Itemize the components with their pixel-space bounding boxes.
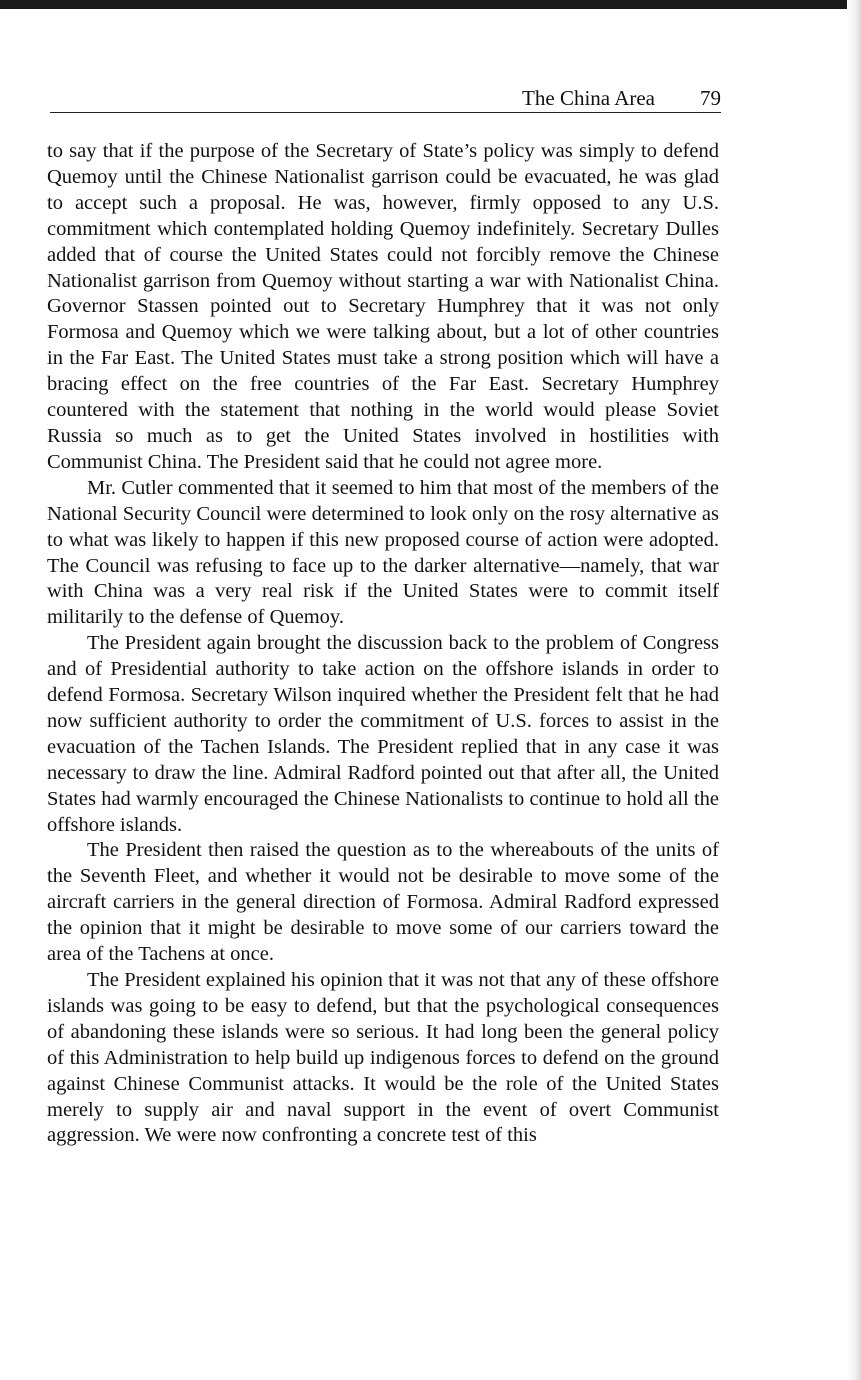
paragraph: The President again brought the discussion back to the problem of Congress and of Presidential authority to take action on the offshore islands in order to defend Formosa. Secretary Wilson inquired whether the President felt that he had now sufficient authority to order the commitment of U.S. forces to assist in the evacuation of the Tachen Islands. The President replied that in any case it was necessary to draw the line. Admiral Radford pointed out that after all, the United States had warmly encouraged the Chinese Nationalists to continue to hold all the offshore islands. (47, 632, 719, 836)
scan-right-edge-shadow (847, 0, 861, 1380)
paragraph: The President explained his opinion that it was not that any of these offshore islands was going to be easy to defend, but that the psychological consequences of abandoning these islands were so serious. It had long been the general policy of this Administration to help build up indigenous forces to defend on the ground against Chinese Communist attacks. It would be the role of the United States merely to supply air and naval support in the event of overt Communist aggression. We were now confronting a concrete test of this (47, 969, 719, 1147)
paragraph: Mr. Cutler commented that it seemed to him that most of the members of the National Security Council were determined to look only on the rosy alternative as to what was likely to happen if this new proposed course of action were adopted. The Council was refusing to face up to the darker alternative—namely, that war with China was a very real risk if the United States were to commit itself militarily to the defense of Quemoy. (47, 476, 719, 629)
running-header (50, 86, 721, 113)
running-title: The China Area (522, 86, 655, 110)
scan-top-border (0, 0, 861, 9)
paragraph: The President then raised the question as to the whereabouts of the units of the Seventh Fleet, and whether it would not be desirable to move some of the aircraft carriers in the general direction of Formosa. Admiral Radford expressed the opinion that it might be desirable to move some of our carriers toward the area of the Tachens at once. (47, 839, 719, 966)
page-number: 79 (700, 86, 721, 110)
body-text (47, 139, 719, 1149)
paragraph-continued: to say that if the purpose of the Secretary of State’s policy was simply to defend Quemoy until the Chinese Nationalist garrison could be evacuated, he was glad to accept such a proposal. He was, however, firmly opposed to any U.S. commitment which contemplated holding Quemoy indefinitely. Secretary Dulles added that of course the United States could not forcibly remove the Chinese Nationalist garrison from Quemoy without starting a war with Nationalist China. Governor Stassen pointed out to Secretary Humphrey that it was not only Formosa and Quemoy which we were talking about, but a lot of other countries in the Far East. The United States must take a strong position which will have a bracing effect on the free countries of the Far East. Secretary Humphrey countered with the statement that nothing in the world would please Soviet Russia so much as to get the United States involved in hostilities with Communist China. The President said that he could not agree more. (47, 140, 719, 473)
